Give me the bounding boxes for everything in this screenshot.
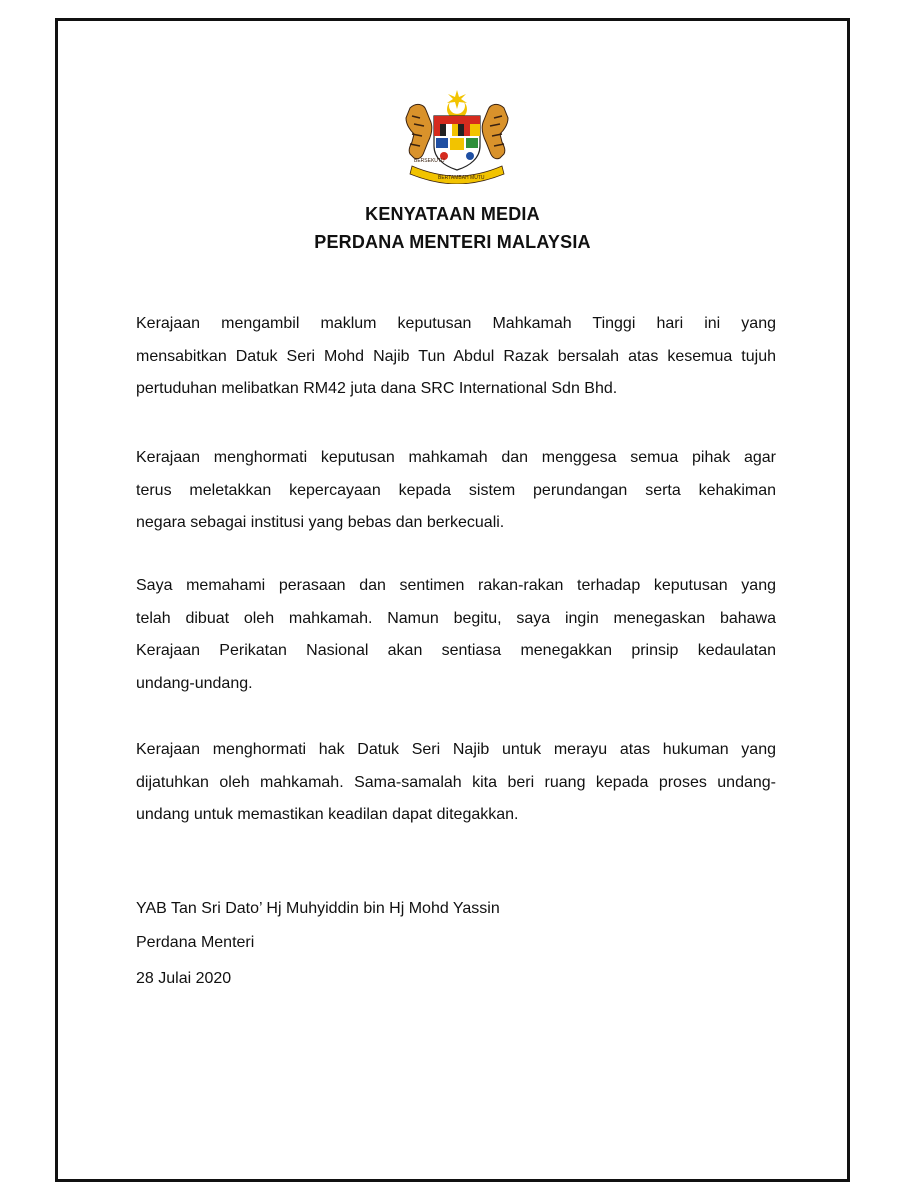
statement-date: 28 Julai 2020 <box>136 970 232 987</box>
paragraph-3 <box>136 570 776 700</box>
paragraph-line: Kerajaan Perikatan Nasional akan sentiasa menegakkan prinsip kedaulatan <box>136 642 776 659</box>
paragraph-line: Saya memahami perasaan dan sentimen rakan-rakan terhadap keputusan yang <box>136 577 776 594</box>
paragraph-line: pertuduhan melibatkan RM42 juta dana SRC International Sdn Bhd. <box>136 380 618 397</box>
paragraph-line: undang-undang. <box>136 674 253 692</box>
paragraph-line: dijatuhkan oleh mahkamah. Sama-samalah kita beri ruang kepada proses undang- <box>136 773 776 791</box>
malaysia-coat-of-arms-icon <box>392 88 522 184</box>
paragraph-line: terus meletakkan kepercayaan kepada sistem perundangan serta kehakiman <box>136 481 776 499</box>
paragraph-4 <box>136 734 776 832</box>
paragraph-1 <box>136 308 776 406</box>
paragraph-2 <box>136 442 776 540</box>
paragraph-line: undang untuk memastikan keadilan dapat ditegakkan. <box>136 806 519 823</box>
document-title: KENYATAAN MEDIA <box>365 204 540 224</box>
paragraph-line: telah dibuat oleh mahkamah. Namun begitu, saya ingin menegaskan bahawa <box>136 609 776 627</box>
paragraph-line: Kerajaan menghormati hak Datuk Seri Najib untuk merayu atas hukuman yang <box>136 741 776 758</box>
paragraph-line: Kerajaan mengambil maklum keputusan Mahkamah Tinggi hari ini yang <box>136 315 776 332</box>
signatory-name: YAB Tan Sri Dato’ Hj Muhyiddin bin Hj Mohd Yassin <box>136 900 500 917</box>
paragraph-line: Kerajaan menghormati keputusan mahkamah dan menggesa semua pihak agar <box>136 449 776 466</box>
document-subtitle: PERDANA MENTERI MALAYSIA <box>314 232 591 252</box>
paragraph-line: negara sebagai institusi yang bebas dan berkecuali. <box>136 514 505 531</box>
signatory-position: Perdana Menteri <box>136 934 255 951</box>
paragraph-line: mensabitkan Datuk Seri Mohd Najib Tun Abdul Razak bersalah atas kesemua tujuh <box>136 347 776 365</box>
svg-text:BERTAMBAH MUTU: BERTAMBAH MUTU <box>438 175 485 181</box>
svg-text:BERSEKUTU: BERSEKUTU <box>414 158 445 164</box>
